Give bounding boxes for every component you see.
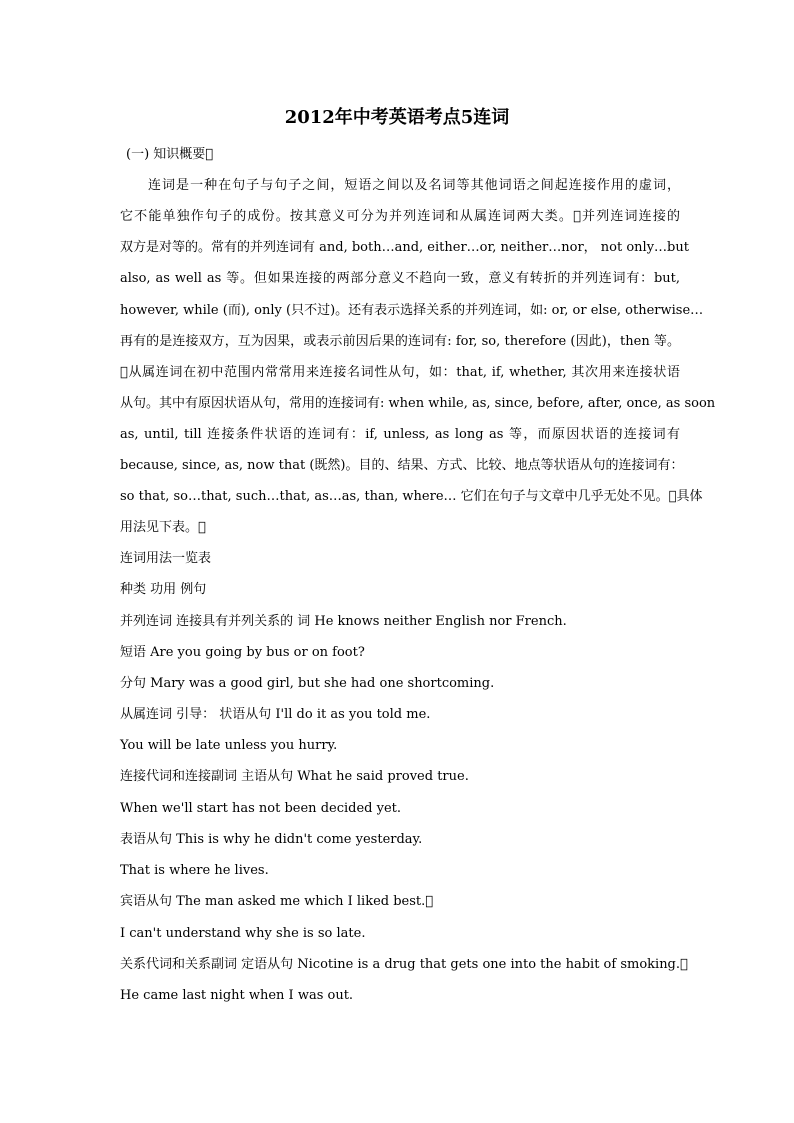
table-row: 短语 Are you going by bus or on foot? <box>120 645 365 660</box>
table-row: 关系代词和关系副词 定语从句 Nicotine is a drug that gets one into the habit of smoking.  <box>120 957 688 972</box>
table-row: 宾语从句 The man asked me which I liked best.  <box>120 894 434 909</box>
paragraph-line: 连词是一种在句子与句子之间，短语之间以及名词等其他词语之间起连接作用的虚词， <box>148 178 680 193</box>
table-row: I can't understand why she is so late. <box>120 926 366 941</box>
paragraph-line: 用法见下表。  <box>120 520 206 535</box>
table-row: 表语从句 This is why he didn't come yesterday. <box>120 832 423 847</box>
paragraph-line: 再有的是连接双方，互为因果，或表示前因后果的连词有: for, so, therefore (因此)，then 等。 <box>120 334 680 349</box>
table-header: 种类 功用 例句 <box>120 582 207 597</box>
paragraph-line: 双方是对等的。常有的并列连词有 and, both…and, either…or, neither…nor， not only…but <box>120 240 689 255</box>
page-title: 2012年中考英语考点5连词 <box>284 107 510 128</box>
paragraph-line: 从句。其中有原因状语从句，常用的连接词有: when while, as, since, before, after, once, as soon <box>120 396 716 411</box>
table-row: 连接代词和连接副词 主语从句 What he said proved true. <box>120 769 469 784</box>
paragraph-line: also, as well as 等。但如果连接的两部分意义不趋向一致，意义有转折的并列连词有：but, <box>120 271 680 286</box>
paragraph-line: however, while (而), only (只不过)。还有表示选择关系的并列连词，如: or, or else, otherwise… <box>120 303 704 318</box>
paragraph-line: as, until, till 连接条件状语的连词有：if, unless, as long as 等，而原因状语的连接词有 <box>120 427 680 442</box>
paragraph-line: so that, so…that, such…that, as…as, than, where… 它们在句子与文章中几乎无处不见。 具体 <box>120 489 703 504</box>
table-row: 从属连词 引导： 状语从句 I'll do it as you told me. <box>120 707 431 722</box>
paragraph-line: 它不能单独作句子的成份。按其意义可分为并列连词和从属连词两大类。 并列连词连接的 <box>120 209 680 224</box>
section-heading: (一) 知识概要  <box>126 147 214 162</box>
paragraph-line: because, since, as, now that (既然)。目的、结果、方式、比较、地点等状语从句的连接词有： <box>120 458 684 473</box>
table-row: You will be late unless you hurry. <box>120 738 338 753</box>
table-row: When we'll start has not been decided yet. <box>120 801 402 816</box>
table-row: He came last night when I was out. <box>120 988 354 1003</box>
table-row: That is where he lives. <box>120 863 269 878</box>
table-title: 连词用法一览表 <box>120 551 212 566</box>
table-row: 并列连词 连接具有并列关系的 词 He knows neither English nor French. <box>120 614 567 629</box>
table-row: 分句 Mary was a good girl, but she had one shortcoming. <box>120 676 495 691</box>
paragraph-line:  从属连词在初中范围内常常用来连接名词性从句，如：that, if, whether, 其次用来连接状语 <box>120 365 680 380</box>
